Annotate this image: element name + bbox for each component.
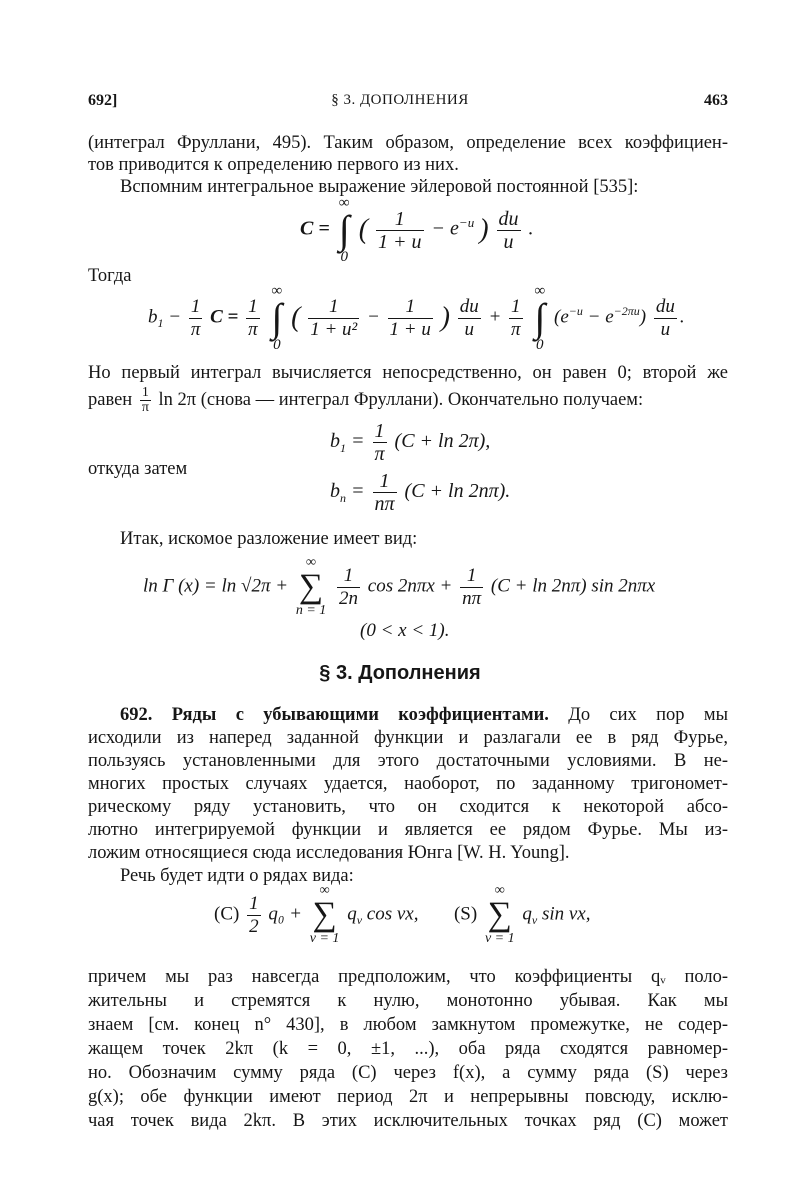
text-line: жительны и стремятся к нулю, монотонно убывая. Как мы [88, 991, 728, 1011]
formula-b1: $b_1$ = $\frac{1}{\pi}$ (C + ln 2π), [330, 420, 491, 465]
formula-ln-gamma: ln Γ (x) = ln √2π + ∞ ∑ n = 1 $\frac{1}{2n}$ cos 2nπx + $\frac{1}{n\pi}$ (C + ln 2nπ) sin 2nπx [143, 555, 656, 618]
text-line: лютно интегрируемой функции и является ее рядом Фурье. Мы из- [88, 820, 728, 840]
integral-sign: ∞ ∫ 0 [271, 283, 283, 353]
sum-sign: ∞ ∑ ν = 1 [484, 883, 515, 946]
text-line: но. Обозначим сумму ряда (C) через f(x), а сумму ряда (S) через [88, 1063, 728, 1083]
integral-sign: ∞ ∫ 0 [534, 283, 546, 353]
text-line: Тогда [88, 266, 132, 286]
fraction: $\frac{1}{1 + u}$ [378, 207, 422, 253]
section-heading: § 3. Дополнения [319, 662, 481, 684]
sum-sign: ∞ ∑ ν = 1 [309, 883, 340, 946]
text-line: равен $\frac{1}{\pi}$ ln 2π (снова — интеграл Фруллани). Окончательно получаем: [88, 385, 644, 415]
fraction: $\frac{du}{u}$ [498, 207, 519, 253]
formula-bn: $b_n$ = $\frac{1}{n\pi}$ (C + ln 2nπ). [330, 470, 511, 515]
text-line: g(x); обе функции имеют период 2π и непрерывны повсюду, исклю- [88, 1087, 728, 1107]
text-line: откуда затем [88, 459, 188, 479]
header-section-title: § 3. ДОПОЛНЕНИЯ [331, 92, 469, 108]
header-page-number: 463 [704, 92, 728, 109]
text-line: тов приводится к определению первого из них. [88, 155, 459, 175]
integral-sign: ∞ ∫ 0 [338, 195, 350, 265]
text-line: Но первый интеграл вычисляется непосредственно, он равен 0; второй же [88, 363, 728, 383]
text-line: (интеграл Фруллани, 495). Таким образом, определение всех коэффициен- [88, 133, 728, 153]
text-line: исходили из наперед заданной функции и разлагали ее в ряд Фурье, [88, 728, 728, 748]
text-line: Итак, искомое разложение имеет вид: [120, 529, 418, 549]
text-line: причем мы раз навсегда предположим, что коэффициенты qᵥ поло- [88, 967, 728, 987]
text-line: Вспомним интегральное выражение эйлеровой постоянной [535]: [120, 177, 639, 197]
text-line: рическому ряду установить, что он сходится к некоторой абсо- [88, 797, 728, 817]
text-line: жащем точек 2kπ (k = 0, ±1, ...), оба ряда сходятся равномер- [88, 1039, 728, 1059]
text-line: знаем [см. конец n° 430], в любом замкнутом промежутке, не содер- [88, 1015, 728, 1035]
formula-euler-constant: C = ∞ ∫ 0 ( $\frac{1}{1 + u}$ − $e^{-u}$ ) $\frac{du}{u}$ . [300, 195, 534, 265]
formula-series-c-s: (C) $\frac{1}{2}$ q₀ + ∞ ∑ ν = 1 $q_\nu$ cos νx, (S) ∞ ∑ ν = 1 $q_\nu$ sin νx, [214, 883, 591, 946]
text-line: пользуясь установленными для этого достаточными условиями. В не- [88, 751, 728, 771]
sum-sign: ∞ ∑ n = 1 [295, 555, 327, 618]
formula-b1-expression: $b_1$ − $\frac{1}{\pi}$ C = $\frac{1}{\pi}$ ∞ ∫ 0 ( $\frac{1}{\text{1 + u²}}$ − $\frac{1}{1 + u}$ ) $\frac{du}{u}$ + $\frac{1}{\pi}$ ∞ ∫ 0 $(e^{-u} - e^{-2\pi u})$ $\frac{du}{u}$ . [148, 283, 685, 353]
header-paragraph-number: 692] [88, 92, 118, 109]
text-line: ложим относящиеся сюда исследования Юнга [W. H. Young]. [88, 843, 570, 863]
text-line: чая точек вида 2kπ. В этих исключительных точках ряд (C) может [88, 1111, 728, 1131]
formula-condition: (0 < x < 1). [360, 620, 450, 641]
formula-lhs: C = [300, 217, 330, 240]
text-line: Речь будет идти о рядах вида: [120, 866, 354, 886]
text-line: многих простых случаях удается, наоборот, по заданному тригономет- [88, 774, 728, 794]
text-line: 692. Ряды с убывающими коэффициентами. До сих пор мы [120, 705, 729, 725]
